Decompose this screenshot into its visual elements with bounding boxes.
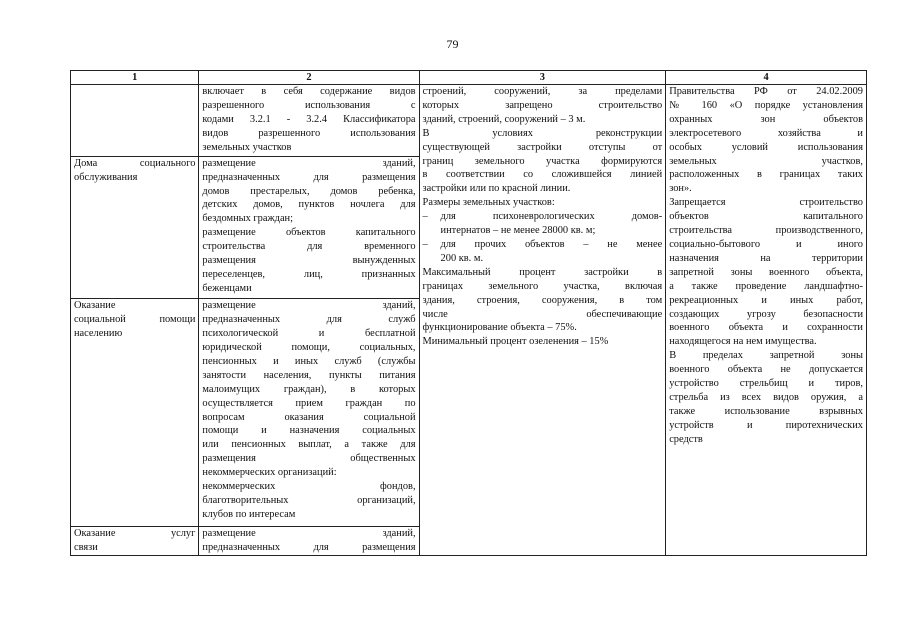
text-line: устройство стрельбищ и тиров, [669,378,863,390]
text-line: земельных участков, [669,155,863,167]
column-header-4: 4 [666,71,867,85]
text-line: беженцами [202,282,252,294]
text-line: бездомных граждан; [202,213,293,225]
text-line: разрешенного использования с [202,99,416,111]
text-line: здания, строения, сооружения, в том [422,294,663,306]
text-line: размещение зданий, [202,157,416,169]
text-line: границах земельного участка, включая [422,280,663,292]
column-header-2: 2 [199,71,419,85]
page-number: 79 [446,37,459,51]
text-line: Максимальный процент застройки в [422,266,663,278]
regulations-table [70,70,867,556]
text-line: создающих угрозу безопасности [669,308,863,320]
text-line: пенсионных и иных служб (службы [202,355,416,367]
text-line: для психоневрологических домов- [440,211,663,223]
text-line: стрельба из всех видов оружия, а [669,391,863,403]
text-line: предназначенных для размещения [202,171,416,183]
text-line: Дома социального [74,157,196,169]
row1-col1-cell [71,85,199,157]
text-line: некоммерческих организаций: [202,467,337,479]
text-line: предназначенных для служб [202,314,416,326]
text-line: охранных зон объектов [669,113,863,125]
text-line: домов престарелых, домов ребенка, [202,185,416,197]
text-line: находящегося на нем имущества. [669,336,817,348]
row3-col2-cell [199,299,419,526]
text-line: военного объекта не допускается [669,364,863,376]
col4-merged-cell [666,85,867,556]
dash-marker: – [422,238,428,250]
text-line: размещение зданий, [202,527,416,539]
text-line: земельных участков [202,141,292,153]
text-line: предназначенных для размещения [202,541,416,553]
list-item [423,210,663,238]
text-line: рекреационных и иных работ, [669,294,863,306]
text-line: или пенсионных выплат, а также для [202,439,416,451]
table-row [71,85,867,157]
row2-col1-cell [71,156,199,299]
text-line: Минимальный процент озеленения – 15% [422,336,609,348]
text-line: числе обеспечивающие [422,308,663,320]
text-line: для прочих объектов – не менее [440,238,663,250]
text-line: юридической помощи, социальных, [202,341,416,353]
list-item-text [441,210,663,238]
text-line: Правительства РФ от 24.02.2009 [669,86,863,97]
text-line: Запрещается строительство [669,197,863,209]
dash-marker: – [422,211,428,223]
column-header-3: 3 [419,71,666,85]
text-line: Размеры земельных участков: [422,197,555,209]
text-line: средств [669,433,703,445]
text-line: запретной зоны военного объекта, [669,266,863,278]
text-line: назначения на территории [669,252,863,264]
list-item [423,238,663,266]
row3-col1-cell [71,299,199,526]
row1-col2-cell [199,85,419,157]
text-line: строительства для временного [202,241,416,253]
text-line: размещение зданий, [202,300,416,312]
text-line: благотворительных организаций, [202,494,416,506]
text-line: размещения общественных [202,453,416,465]
text-line: включает в себя содержание видов [202,86,416,97]
text-line: функционирование объекта – 75%. [422,322,577,334]
table-header-row [71,71,867,85]
text-line: зданий, строений, сооружений – 3 м. [422,113,586,125]
text-line: строительства производственного, [669,225,863,237]
text-line: которых запрещено строительство [422,99,663,111]
text-line: 200 кв. м. [440,252,484,264]
text-line: переселенцев, лиц, признанных [202,269,416,280]
text-line: строений, сооружений, за пределами [422,86,663,97]
text-line: в соответствии со сложившейся линией [422,169,663,181]
column-header-1: 1 [71,71,199,85]
text-line: кодами 3.2.1 - 3.2.4 Классификатора [202,113,416,125]
text-line: застройки или по красной линии. [422,183,571,195]
text-line: электросетевого хозяйства и [669,127,863,139]
text-line: границ земельного участка формируются [422,155,663,167]
text-line: Оказание [74,300,116,312]
text-line: вопросам оказания социальной [202,411,416,423]
text-line: осуществляется прием граждан по [202,397,416,409]
text-line: социальной помощи [74,314,196,326]
text-line: помощи и назначения социальных [202,425,416,437]
text-line: В пределах запретной зоны [669,350,863,362]
text-line: размещение объектов капитального [202,227,416,239]
text-line: некоммерческих фондов, [202,481,416,493]
text-line: связи [74,541,98,553]
text-line: обслуживания [74,171,138,183]
row4-col2-cell [199,526,419,555]
row2-col2-cell [199,156,419,299]
text-line: детских домов, пунктов ночлега для [202,199,416,211]
row4-col1-cell [71,526,199,555]
text-line: занятости населения, пункты питания [202,369,416,381]
text-line: военного объекта и сохранности [669,322,863,334]
text-line: клубов по интересам [202,508,296,520]
text-line: расположенных в границах таких [669,169,863,181]
col3-merged-cell [419,85,666,556]
text-line: интернатов – не менее 28000 кв. м; [440,225,596,237]
text-line: психологической и бесплатной [202,328,416,340]
text-line: особых условий использования [669,141,863,153]
text-line: существующей застройки отступы от [422,141,663,153]
text-line: также использование взрывных [669,405,863,417]
list-item-text [441,238,663,266]
text-line: размещения вынужденных [202,255,416,267]
text-line: № 160 «О порядке установления [669,99,863,111]
text-line: а также проведение ландшафтно- [669,280,863,292]
text-line: объектов капитального [669,211,863,223]
text-line: зон». [669,183,692,195]
text-line: социально-бытового и иного [669,238,863,250]
text-line: В условиях реконструкции [422,127,663,139]
text-line: Оказание услуг [74,527,196,539]
text-line: малоимущих граждан), в которых [202,383,416,395]
text-line: населению [74,328,123,340]
text-line: устройств и пиротехнических [669,419,863,431]
text-line: видов разрешенного использования [202,127,416,139]
